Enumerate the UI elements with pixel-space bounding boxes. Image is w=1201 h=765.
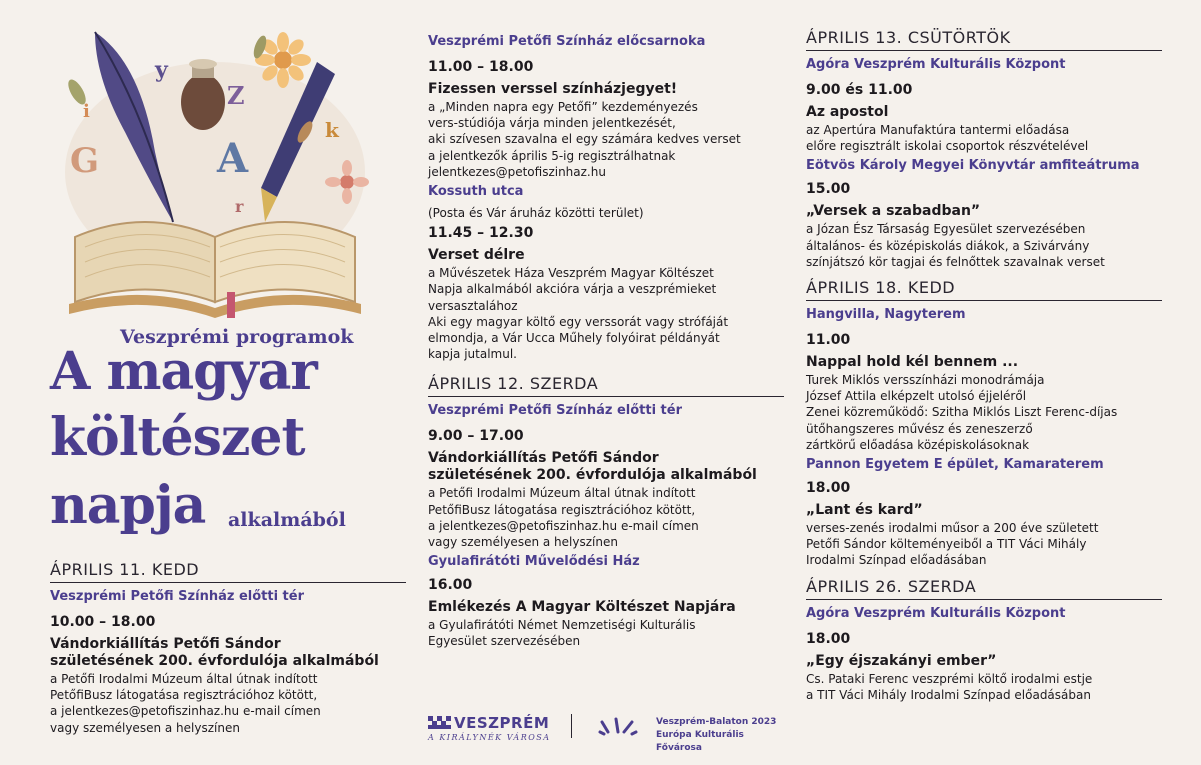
event-description [806,372,1162,453]
event-title-line: születésének 200. évfordulója alkalmából [428,467,757,484]
venue: Agóra Veszprém Kulturális Központ [806,57,1066,72]
desc-line: Cs. Pataki Ferenc veszprémi költő irodalmi estje [806,671,1093,686]
crown-icon [428,716,452,730]
desc-line: a TIT Váci Mihály Irodalmi Színpad előadásában [806,687,1091,702]
logo-divider [571,714,572,738]
desc-line: elmondja, a Vár Ucca Műhely folyóirat példányát [428,331,720,346]
desc-line: József Attila elképzelt utolsó éjjeléről [806,389,1027,404]
venue: Gyulafirátóti Művelődési Ház [428,554,640,570]
desc-line: a „Minden napra egy Petőfi” kezdeményezés [428,100,698,114]
desc-line: előre regisztrált iskolai csoportok részvételével [806,139,1089,154]
time: 18.00 [806,630,851,647]
desc-line: általános- és középiskolás diákok, a Szivárvány [806,238,1090,253]
book-illustration [55,22,375,322]
desc-line: Turek Miklós versszínházi monodrámája [806,373,1045,388]
event-title: Fizessen verssel színházjegyet! [428,81,678,97]
veszprem-logo [428,714,551,742]
desc-line: a Gyulafirátóti Német Nemzetiségi Kulturális [428,618,696,633]
desc-line: Napja alkalmából akcióra várja a veszprémieket [428,282,717,297]
event-title: „Egy éjszakányi ember” [806,652,997,669]
desc-line: Petőfi Sándor költeményeiből a TIT Váci Mihály [806,537,1087,552]
desc-line: Irodalmi Színpad előadásában [806,553,987,568]
event-title: Az apostol [806,104,889,120]
event-description [806,122,1162,154]
event-versek-a-szabadban [806,158,1162,270]
event-nappal-hold [806,307,1162,453]
day-heading-april-18: ÁPRILIS 18. KEDD [806,278,1162,301]
ecoc-mark-icon [598,716,638,736]
main-title-line1: A magyar [50,341,317,402]
main-title-line2: költészet [50,407,305,468]
event-title: „Lant és kard” [806,502,923,519]
event-title: Nappal hold kél bennem ... [806,354,1019,371]
desc-line: zártkörű előadása középiskolásoknak [806,437,1030,452]
day-april-11 [50,560,406,736]
desc-line: a jelentkezes@petofiszinhaz.hu e-mail címen [50,704,321,719]
event-lant-es-kard [806,457,1162,569]
art-letter-z: Z [227,81,245,110]
art-letter-i: i [83,101,90,122]
main-title-suffix: alkalmából [228,509,346,531]
program-subtitle: Veszprémi programok [120,326,354,348]
time: 16.00 [428,577,473,594]
desc-line: vagy személyesen a helyszínen [428,535,618,550]
time: 11.00 – 18.00 [428,59,534,75]
event-egy-ejszakanyi-ember [806,606,1162,703]
desc-line: a Művészetek Háza Veszprém Magyar Költészet [428,266,714,281]
desc-line: ütőhangszeres művész és zeneszerző [806,421,1033,436]
main-title-line3: napja [50,475,206,536]
event-description [806,520,1162,569]
event-description [428,485,784,550]
venue: Kossuth utca [428,184,524,200]
event-title-line: Vándorkiállítás Petőfi Sándor [50,636,281,652]
event-description [50,671,406,736]
event-description [806,671,1162,703]
right-column [806,28,1162,707]
ecoc-text [656,716,788,755]
desc-line: vers-stúdiója várja minden jelentkezését, [428,116,676,131]
desc-line: versasztalához [428,298,518,313]
time: 11.45 – 12.30 [428,225,534,242]
art-letter-y: y [155,57,168,83]
venue: Pannon Egyetem E épület, Kamaraterem [806,457,1104,473]
day-heading-april-26: ÁPRILIS 26. SZERDA [806,577,1162,600]
desc-line: Egyesület szervezésében [428,634,581,649]
desc-line: az Apertúra Manufaktúra tantermi előadása [806,123,1070,137]
art-letter-a: A [217,135,249,182]
event-description [428,265,784,362]
desc-line: PetőfiBusz látogatása regisztrációhoz kötött, [50,688,318,703]
ecoc-line1: Veszprém-Balaton 2023 [656,717,777,727]
time: 15.00 [806,181,851,198]
art-letter-g: G [70,141,100,181]
left-column [0,0,420,765]
desc-line: PetőfiBusz látogatása regisztrációhoz kötött, [428,502,696,517]
event-title: Verset délre [428,247,525,264]
venue: Veszprémi Petőfi Színház előtti tér [428,403,683,419]
day-heading-april-13: ÁPRILIS 13. CSÜTÖRTÖK [806,28,1162,51]
desc-line: színjátszó kör tagjai és felnőttek szavalnak verset [806,254,1105,269]
event-vandorkiallitas-12 [428,403,784,550]
venue: Agóra Veszprém Kulturális Központ [806,605,1066,621]
middle-column [428,28,784,654]
venue: Hangvilla, Nagyterem [806,307,966,323]
desc-line: aki szívesen szavalna el egy számára kedves verset [428,132,741,147]
desc-line: vagy személyesen a helyszínen [50,720,240,735]
time: 18.00 [806,480,851,497]
art-letter-r: r [235,197,244,216]
venue: Veszprémi Petőfi Színház előtti tér [50,589,305,604]
event-az-apostol [806,57,1162,154]
desc-line: verses-zenés irodalmi műsor a 200 éve született [806,521,1099,536]
desc-line: a Petőfi Irodalmi Múzeum által útnak indított [428,486,696,501]
desc-line: Zenei közreműködő: Szitha Miklós Liszt Ferenc-díjas [806,405,1118,420]
time: 9.00 és 11.00 [806,82,913,98]
city-name: VESZPRÉM [454,714,550,732]
event-verset-delre [428,184,784,362]
day-heading: ÁPRILIS 11. KEDD [50,560,406,583]
footer-logos [428,712,788,752]
desc-line: a jelentkezők április 5-ig regisztrálhatnak [428,148,676,163]
time: 10.00 – 18.00 [50,614,156,630]
venue: Veszprémi Petőfi Színház előcsarnoka [428,34,706,49]
desc-line: a Petőfi Irodalmi Múzeum által útnak indított [50,672,318,686]
desc-line: kapja jutalmul. [428,347,517,362]
event-description [428,617,784,649]
venue-note: (Posta és Vár áruház közötti terület) [428,206,644,221]
desc-line: a Józan Ész Társaság Egyesület szervezésében [806,222,1086,237]
desc-line: Aki egy magyar költő egy verssorát vagy strófáját [428,314,729,329]
city-tagline: A KIRÁLYNÉK VÁROSA [428,733,551,742]
event-description [806,221,1162,270]
time: 9.00 – 17.00 [428,428,524,445]
event-title-line: Vándorkiállítás Petőfi Sándor [428,450,659,467]
event-title [50,636,406,670]
ecoc-line2: Európa Kulturális Fővárosa [656,730,744,753]
event-title: „Versek a szabadban” [806,203,981,220]
event-title [428,450,784,484]
event-ticket-poem [428,34,784,180]
time: 11.00 [806,332,851,349]
venue: Eötvös Károly Megyei Könyvtár amfiteátruma [806,158,1140,174]
event-title-line: születésének 200. évfordulója alkalmából [50,653,379,669]
event-title: Emlékezés A Magyar Költészet Napjára [428,599,736,616]
desc-line: a jelentkezes@petofiszinhaz.hu e-mail címen [428,518,699,533]
event-description [428,99,784,180]
event-emlekezes [428,554,784,649]
day-heading-april-12: ÁPRILIS 12. SZERDA [428,374,784,397]
art-letter-k: k [325,118,339,142]
email-line: jelentkezes@petofiszinhaz.hu [428,164,606,179]
